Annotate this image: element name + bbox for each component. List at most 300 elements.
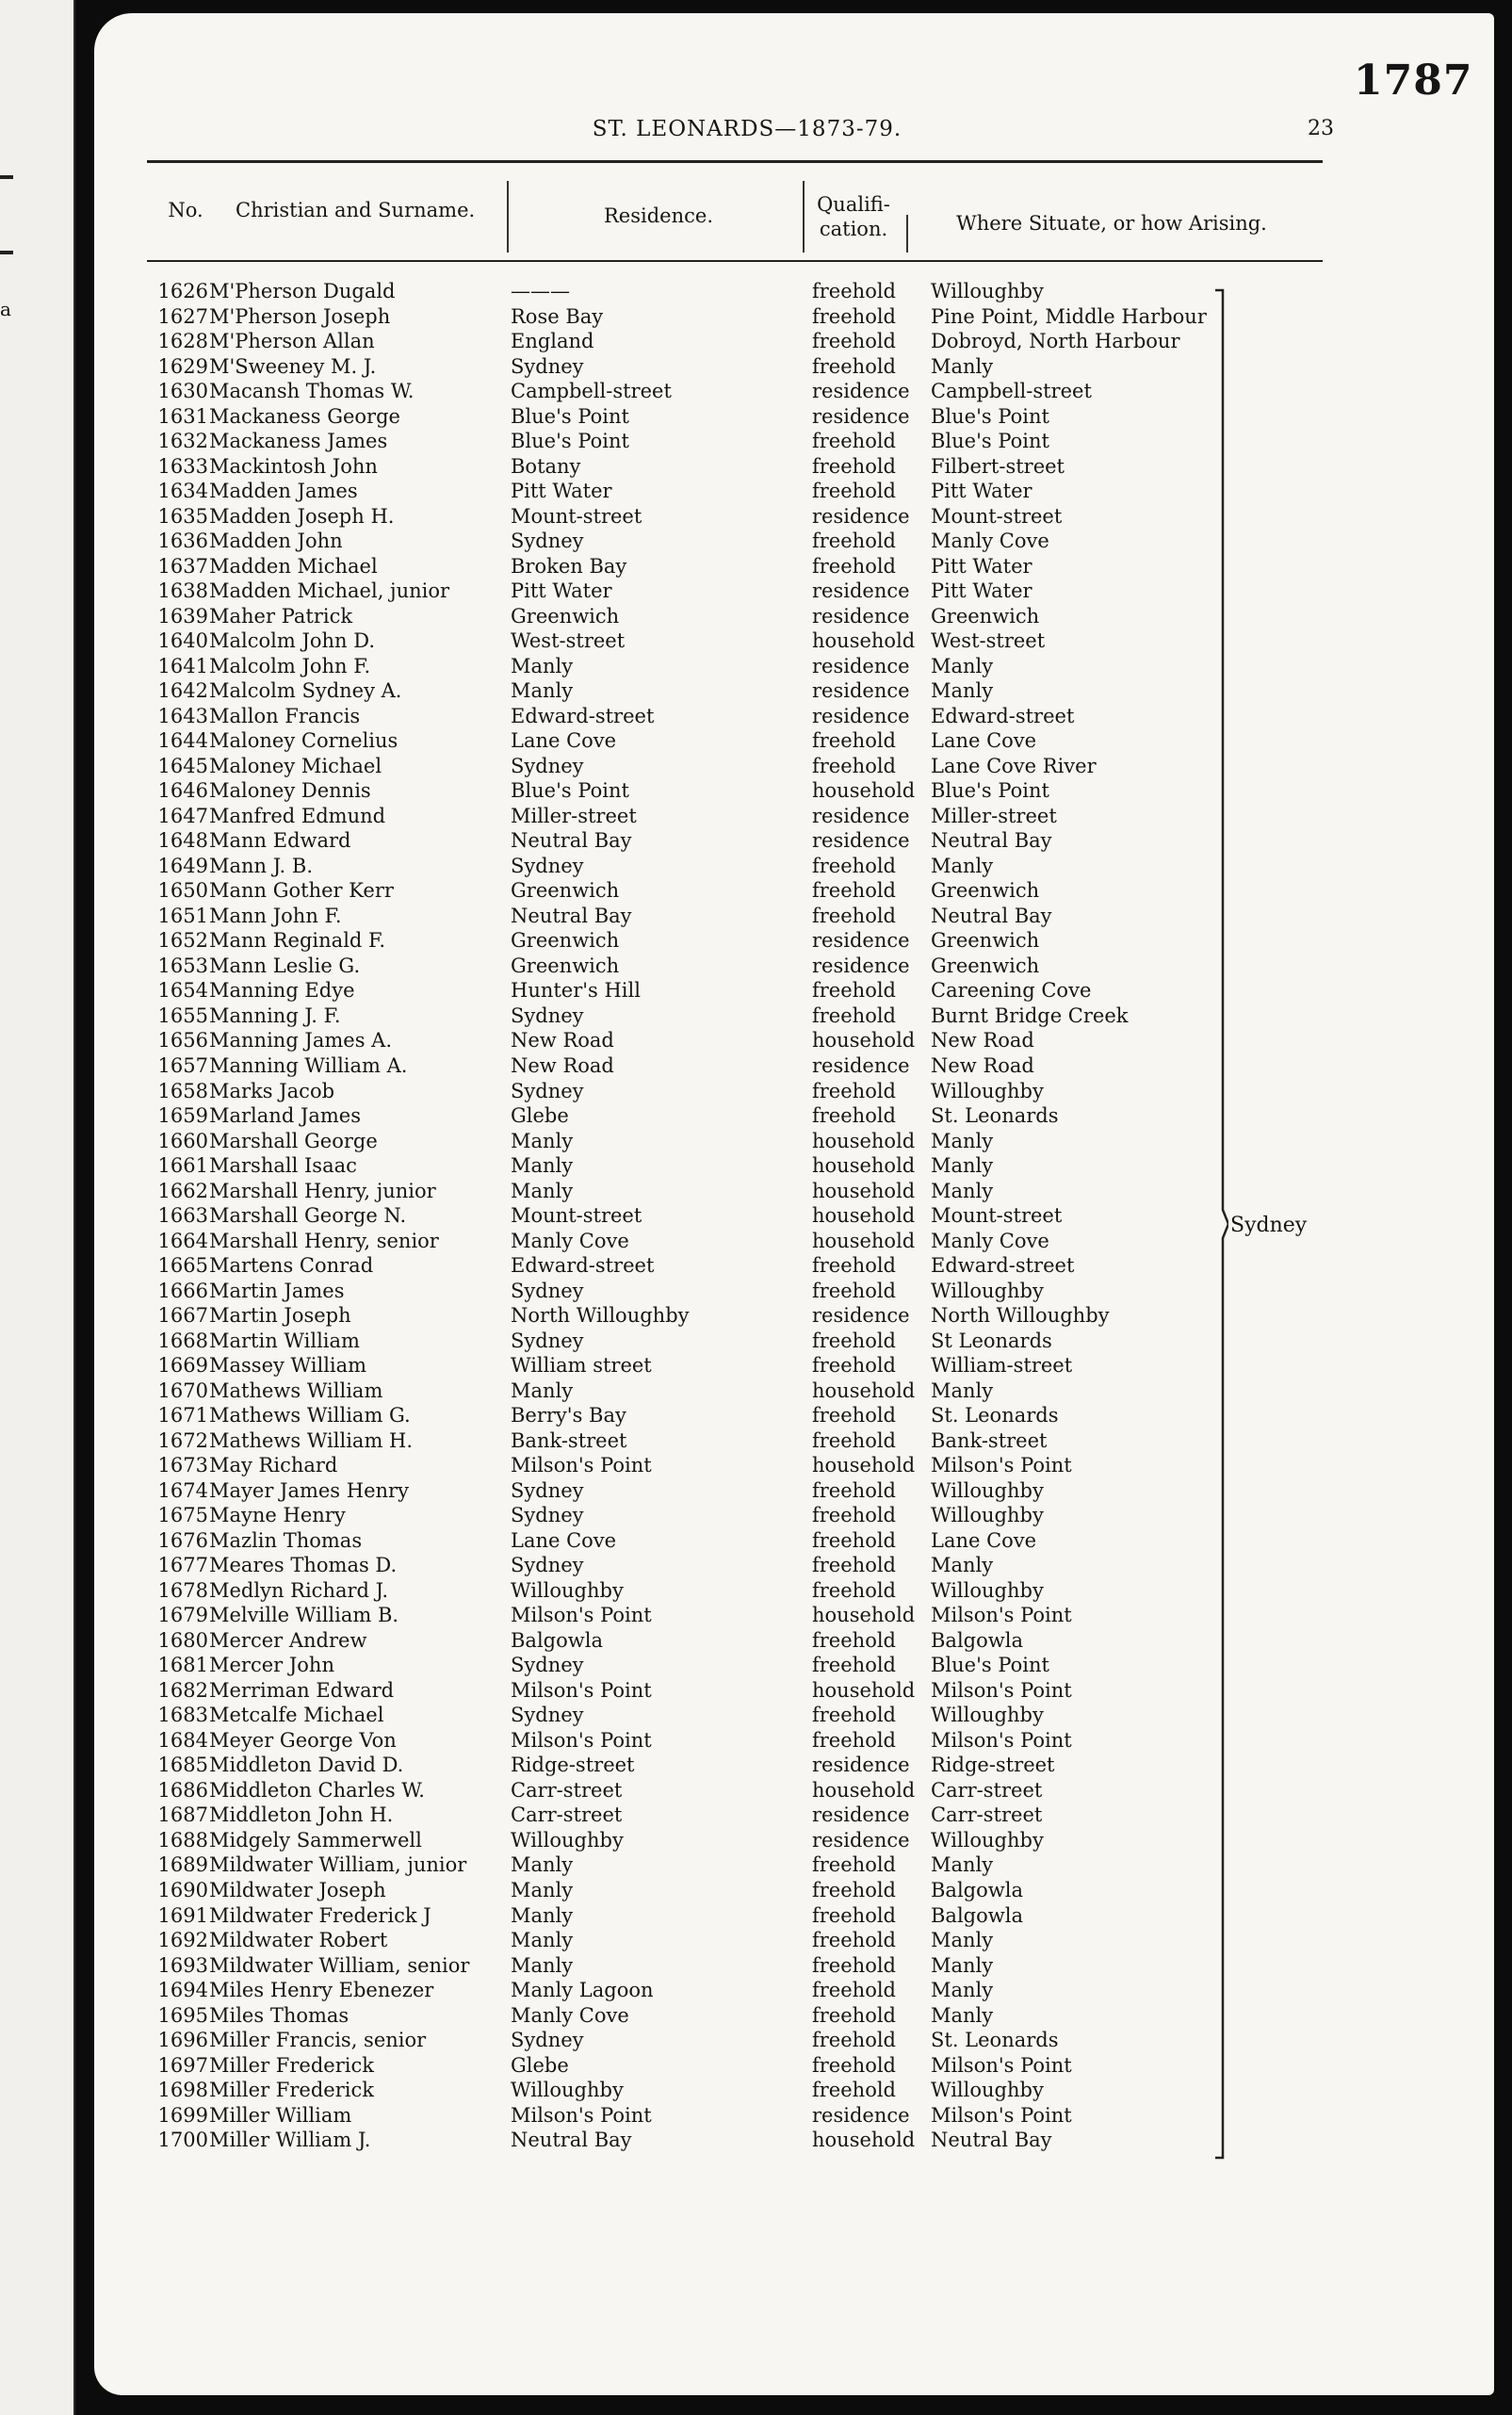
register-page [94, 13, 1494, 2395]
where-situate: Willoughby [931, 1478, 1044, 1502]
entry-number: 1670 [157, 1379, 208, 1402]
table-row [94, 1578, 1319, 1604]
residence: Sydney [511, 1004, 584, 1027]
where-situate: North Willoughby [931, 1304, 1110, 1328]
where-situate: Blue's Point [931, 404, 1049, 428]
entry-number: 1659 [157, 1104, 208, 1128]
page-title: ST. LEONARDS—1873-79. [592, 117, 902, 141]
residence: William street [511, 1354, 652, 1378]
entry-number: 1664 [157, 1229, 208, 1252]
where-situate: Willoughby [931, 1504, 1044, 1527]
qualification: freehold [812, 1578, 896, 1602]
qualification: residence [812, 1304, 910, 1328]
residence: Greenwich [511, 604, 620, 628]
where-situate: Manly [931, 679, 994, 703]
entry-number: 1632 [157, 430, 208, 453]
voter-name: Madden James [209, 480, 358, 503]
table-row [94, 778, 1319, 804]
residence: Broken Bay [511, 554, 627, 578]
residence: Sydney [511, 1079, 584, 1102]
residence: Campbell-street [511, 380, 672, 403]
voter-name: Marshall Henry, senior [209, 1229, 439, 1252]
where-situate: Lane Cove [931, 729, 1037, 753]
where-situate: New Road [931, 1053, 1034, 1077]
where-situate: Greenwich [931, 954, 1040, 977]
entry-number: 1666 [157, 1279, 208, 1302]
residence: Milson's Point [511, 1728, 652, 1752]
residence: Lane Cove [511, 729, 617, 753]
residence: Milson's Point [511, 1678, 652, 1702]
voter-name: Mallon Francis [209, 704, 361, 727]
voter-name: Martin James [209, 1279, 345, 1302]
entry-number: 1661 [157, 1154, 208, 1178]
where-situate: Burnt Bridge Creek [931, 1004, 1129, 1027]
where-situate: Filbert-street [931, 454, 1065, 478]
residence: Milson's Point [511, 1604, 652, 1627]
qualification: household [812, 1604, 916, 1627]
residence: Carr-street [511, 1803, 623, 1827]
table-row [94, 2128, 1319, 2153]
table-row [94, 1953, 1319, 1979]
voter-name: Mackintosh John [209, 454, 378, 478]
table-row [94, 1778, 1319, 1803]
table-row [94, 1079, 1319, 1104]
residence: Sydney [511, 754, 584, 777]
table-row [94, 1903, 1319, 1929]
residence: Sydney [511, 1554, 584, 1577]
residence: Rose Bay [511, 304, 604, 328]
table-row [94, 1253, 1319, 1279]
voter-name: Malcolm Sydney A. [209, 679, 402, 703]
residence: Greenwich [511, 879, 620, 903]
voter-name: Marshall George [209, 1129, 378, 1152]
qualification: residence [812, 679, 910, 703]
voter-name: Madden Joseph H. [209, 504, 395, 528]
table-row [94, 1229, 1319, 1254]
table-row [94, 1528, 1319, 1554]
table-row [94, 1329, 1319, 1354]
qualification: freehold [812, 1528, 896, 1552]
entry-number: 1630 [157, 380, 208, 403]
where-situate: Willoughby [931, 1704, 1044, 1727]
qualification: household [812, 1678, 916, 1702]
entry-number: 1672 [157, 1428, 208, 1452]
voter-name: Mathews William H. [209, 1428, 414, 1452]
where-situate: Manly [931, 1154, 994, 1178]
qualification: freehold [812, 304, 896, 328]
voter-name: Mackaness James [209, 430, 388, 453]
voter-name: Marks Jacob [209, 1079, 335, 1102]
voter-name: Mildwater William, senior [209, 1953, 470, 1977]
where-situate: Greenwich [931, 879, 1040, 903]
table-row [94, 604, 1319, 629]
where-situate: Greenwich [931, 929, 1040, 953]
voter-name: Madden Michael, junior [209, 579, 450, 603]
entry-number: 1683 [157, 1704, 208, 1727]
entry-number: 1636 [157, 530, 208, 553]
qualification: freehold [812, 1478, 896, 1502]
voter-name: Marshall Henry, junior [209, 1179, 436, 1202]
voter-name: Madden Michael [209, 554, 378, 578]
page-number: 23 [1308, 117, 1334, 140]
voter-name: Mathews William [209, 1379, 383, 1402]
residence: Sydney [511, 1504, 584, 1527]
voter-name: Mathews William G. [209, 1404, 411, 1428]
voter-name: Middleton Charles W. [209, 1778, 425, 1802]
qualification: household [812, 1379, 916, 1402]
where-situate: Willoughby [931, 1828, 1044, 1852]
residence: Botany [511, 454, 581, 478]
residence: Balgowla [511, 1628, 603, 1652]
where-situate: Manly [931, 654, 994, 677]
residence: Blue's Point [511, 430, 629, 453]
qualification: freehold [812, 854, 896, 877]
entry-number: 1627 [157, 304, 208, 328]
table-row [94, 2028, 1319, 2053]
qualification: residence [812, 654, 910, 677]
qualification: household [812, 1229, 916, 1252]
qualification: freehold [812, 1079, 896, 1102]
where-situate: St. Leonards [931, 1104, 1059, 1128]
qualification: residence [812, 1803, 910, 1827]
table-row [94, 628, 1319, 654]
where-situate: Willoughby [931, 1578, 1044, 1602]
where-situate: Willoughby [931, 2079, 1044, 2102]
where-situate: Willoughby [931, 1279, 1044, 1302]
qualification: residence [812, 929, 910, 953]
entry-number: 1673 [157, 1454, 208, 1477]
entry-number: 1628 [157, 330, 208, 353]
qualification: household [812, 1129, 916, 1152]
voter-name: Miles Henry Ebenezer [209, 1979, 434, 2002]
entry-number: 1642 [157, 679, 208, 703]
voter-name: Mann Reginald F. [209, 929, 386, 953]
table-row [94, 554, 1319, 579]
entry-number: 1645 [157, 754, 208, 777]
table-row [94, 1353, 1319, 1379]
voter-name: Meyer George Von [209, 1728, 397, 1752]
table-row [94, 479, 1319, 504]
col-divider [906, 215, 908, 253]
residence: Sydney [511, 1279, 584, 1302]
entry-number: 1658 [157, 1079, 208, 1102]
voter-name: Mayne Henry [209, 1504, 346, 1527]
where-situate: Edward-street [931, 704, 1075, 727]
voter-name: Mildwater Joseph [209, 1879, 386, 1901]
residence: Milson's Point [511, 2103, 652, 2127]
margin-mark [0, 251, 13, 254]
voter-name: M'Sweeney M. J. [209, 354, 377, 378]
entry-number: 1696 [157, 2029, 208, 2052]
where-situate: Careening Cove [931, 979, 1092, 1003]
where-situate: Campbell-street [931, 380, 1092, 403]
voter-name: Miller William [209, 2103, 352, 2127]
voter-name: Marland James [209, 1104, 361, 1128]
where-situate: St. Leonards [931, 2029, 1059, 2052]
table-row [94, 1279, 1319, 1304]
entry-number: 1682 [157, 1678, 208, 1702]
voter-name: Manning James A. [209, 1029, 393, 1052]
voter-name: Mann Gother Kerr [209, 879, 394, 903]
entry-number: 1692 [157, 1929, 208, 1952]
where-situate: Manly [931, 354, 994, 378]
table-row [94, 529, 1319, 554]
voter-name: Manning J. F. [209, 1004, 341, 1027]
residence: Greenwich [511, 954, 620, 977]
qualification: freehold [812, 1554, 896, 1577]
voter-name: Macansh Thomas W. [209, 380, 415, 403]
table-row [94, 404, 1319, 430]
residence: Miller-street [511, 804, 637, 827]
voter-name: Middleton John H. [209, 1803, 394, 1827]
table-row [94, 1453, 1319, 1478]
where-situate: William-street [931, 1354, 1073, 1378]
voter-name: Mercer Andrew [209, 1628, 367, 1652]
table-row [94, 429, 1319, 454]
entry-number: 1671 [157, 1404, 208, 1428]
voter-name: Martens Conrad [209, 1254, 374, 1278]
qualification: freehold [812, 1279, 896, 1302]
table-row [94, 1703, 1319, 1728]
qualification: freehold [812, 1354, 896, 1378]
header-top-rule [147, 160, 1323, 163]
residence: North Willoughby [511, 1304, 690, 1328]
table-row [94, 854, 1319, 879]
table-row [94, 728, 1319, 754]
table-row [94, 678, 1319, 704]
qualification: freehold [812, 1879, 896, 1901]
table-row [94, 804, 1319, 829]
table-row [94, 379, 1319, 404]
where-situate: Dobroyd, North Harbour [931, 330, 1180, 353]
entry-number: 1686 [157, 1778, 208, 1802]
entry-number: 1685 [157, 1754, 208, 1777]
residence: Manly Lagoon [511, 1979, 654, 2002]
table-row [94, 704, 1319, 729]
entry-number: 1639 [157, 604, 208, 628]
voter-name: Mackaness George [209, 404, 400, 428]
residence: Neutral Bay [511, 904, 632, 927]
where-situate: Milson's Point [931, 1454, 1072, 1477]
qualification: household [812, 1179, 916, 1202]
qualification: freehold [812, 1504, 896, 1527]
district-label: Sydney [1230, 1214, 1308, 1237]
where-situate: Manly Cove [931, 530, 1049, 553]
entry-number: 1688 [157, 1828, 208, 1852]
residence: Sydney [511, 1704, 584, 1727]
table-row [94, 1753, 1319, 1778]
where-situate: Carr-street [931, 1803, 1043, 1827]
residence: Blue's Point [511, 779, 629, 803]
col-header-residence: Residence. [604, 204, 713, 227]
voter-name: Manning Edye [209, 979, 355, 1003]
residence: Pitt Water [511, 480, 612, 503]
where-situate: Miller-street [931, 804, 1057, 827]
entry-number: 1698 [157, 2079, 208, 2102]
residence: Manly [511, 1903, 574, 1927]
col-header-no: No. [168, 199, 203, 221]
voter-name: Manning William A. [209, 1053, 408, 1077]
residence: Manly [511, 1129, 574, 1152]
entry-number: 1649 [157, 854, 208, 877]
qualification: household [812, 1778, 916, 1802]
where-situate: Blue's Point [931, 430, 1049, 453]
residence: Glebe [511, 2053, 569, 2077]
qualification: freehold [812, 530, 896, 553]
voter-name: Malcolm John F. [209, 654, 371, 677]
qualification: residence [812, 604, 910, 628]
where-situate: New Road [931, 1029, 1034, 1052]
voter-name: May Richard [209, 1454, 338, 1477]
qualification: residence [812, 1053, 910, 1077]
where-situate: Neutral Bay [931, 904, 1052, 927]
residence: Manly [511, 1953, 574, 1977]
qualification: residence [812, 804, 910, 827]
residence: Sydney [511, 530, 584, 553]
table-row [94, 978, 1319, 1004]
voter-name: Melville William B. [209, 1604, 399, 1627]
where-situate: Milson's Point [931, 2053, 1072, 2077]
table-row [94, 828, 1319, 854]
col-header-qualification-line2: cation. [819, 218, 888, 240]
residence: Manly Cove [511, 2003, 629, 2027]
table-row [94, 1678, 1319, 1704]
residence: ——— [511, 280, 570, 302]
entry-number: 1638 [157, 579, 208, 603]
qualification: freehold [812, 2053, 896, 2077]
residence: Pitt Water [511, 579, 612, 603]
entry-number: 1657 [157, 1053, 208, 1077]
where-situate: Pine Point, Middle Harbour [931, 304, 1207, 328]
entry-number: 1676 [157, 1528, 208, 1552]
residence: Milson's Point [511, 1454, 652, 1477]
residence: Manly [511, 1379, 574, 1402]
table-row [94, 2053, 1319, 2079]
entry-number: 1637 [157, 554, 208, 578]
where-situate: Lane Cove River [931, 754, 1097, 777]
entry-number: 1643 [157, 704, 208, 727]
qualification: residence [812, 504, 910, 528]
residence: Manly [511, 1179, 574, 1202]
residence: Manly [511, 1929, 574, 1952]
qualification: freehold [812, 2079, 896, 2102]
entry-number: 1653 [157, 954, 208, 977]
voter-name: Maher Patrick [209, 604, 353, 628]
residence: Willoughby [511, 1828, 624, 1852]
residence: Bank-street [511, 1428, 627, 1452]
voter-name: M'Pherson Allan [209, 330, 375, 353]
table-row [94, 878, 1319, 904]
entry-number: 1681 [157, 1654, 208, 1677]
qualification: household [812, 1154, 916, 1178]
col-header-qualification-line1: Qualifi- [817, 193, 890, 216]
where-situate: Pitt Water [931, 579, 1032, 603]
voter-name: Mildwater Robert [209, 1929, 388, 1952]
where-situate: Balgowla [931, 1879, 1023, 1901]
table-row [94, 1828, 1319, 1853]
entry-number: 1631 [157, 404, 208, 428]
table-row [94, 954, 1319, 979]
header-bottom-rule [147, 260, 1323, 262]
table-row [94, 454, 1319, 480]
residence: Willoughby [511, 1578, 624, 1602]
entry-number: 1641 [157, 654, 208, 677]
qualification: freehold [812, 1329, 896, 1352]
residence: Edward-street [511, 704, 655, 727]
qualification: freehold [812, 904, 896, 927]
sydney-brace [1215, 288, 1228, 2160]
table-row [94, 1628, 1319, 1654]
residence: Manly [511, 1853, 574, 1877]
where-situate: Ridge-street [931, 1754, 1055, 1777]
table-row [94, 1978, 1319, 2003]
qualification: freehold [812, 554, 896, 578]
entry-number: 1678 [157, 1578, 208, 1602]
where-situate: Manly Cove [931, 1229, 1049, 1252]
voter-name: Maloney Cornelius [209, 729, 398, 753]
voter-name: Medlyn Richard J. [209, 1578, 389, 1602]
table-row [94, 1603, 1319, 1628]
col-header-qualification [805, 192, 902, 241]
residence: Glebe [511, 1104, 569, 1128]
qualification: residence [812, 704, 910, 727]
voter-name: Miller William J. [209, 2129, 371, 2152]
residence: New Road [511, 1053, 614, 1077]
entry-number: 1690 [157, 1879, 208, 1901]
residence: Willoughby [511, 2079, 624, 2102]
residence: Sydney [511, 1478, 584, 1502]
entry-number: 1668 [157, 1329, 208, 1352]
residence: Berry's Bay [511, 1404, 626, 1428]
table-row [94, 1028, 1319, 1053]
table-row [94, 304, 1319, 330]
table-row [94, 1004, 1319, 1029]
where-situate: Manly [931, 1554, 994, 1577]
qualification: freehold [812, 280, 896, 302]
where-situate: Manly [931, 1953, 994, 1977]
voter-name: Midgely Sammerwell [209, 1828, 422, 1852]
residence: Sydney [511, 1329, 584, 1352]
margin-mark [0, 175, 13, 179]
where-situate: Manly [931, 1129, 994, 1152]
voter-name: Miller Frederick [209, 2053, 374, 2077]
qualification: freehold [812, 2029, 896, 2052]
qualification: freehold [812, 1853, 896, 1877]
table-row [94, 1728, 1319, 1754]
where-situate: Manly [931, 1379, 994, 1402]
voter-name: Madden John [209, 530, 343, 553]
voter-name: Martin William [209, 1329, 360, 1352]
voter-name: Miles Thomas [209, 2003, 350, 2027]
qualification: household [812, 1204, 916, 1228]
entry-number: 1651 [157, 904, 208, 927]
table-row [94, 2003, 1319, 2029]
table-row [94, 354, 1319, 380]
qualification: residence [812, 829, 910, 853]
table-row [94, 2103, 1319, 2129]
qualification: freehold [812, 1903, 896, 1927]
qualification: freehold [812, 979, 896, 1003]
entry-number: 1626 [157, 280, 208, 302]
where-situate: Manly [931, 1853, 994, 1877]
residence: Carr-street [511, 1778, 623, 1802]
margin-fragment: a [0, 298, 11, 320]
residence: Manly [511, 679, 574, 703]
entry-number: 1699 [157, 2103, 208, 2127]
qualification: freehold [812, 729, 896, 753]
table-row [94, 1852, 1319, 1878]
where-situate: Neutral Bay [931, 2129, 1052, 2152]
